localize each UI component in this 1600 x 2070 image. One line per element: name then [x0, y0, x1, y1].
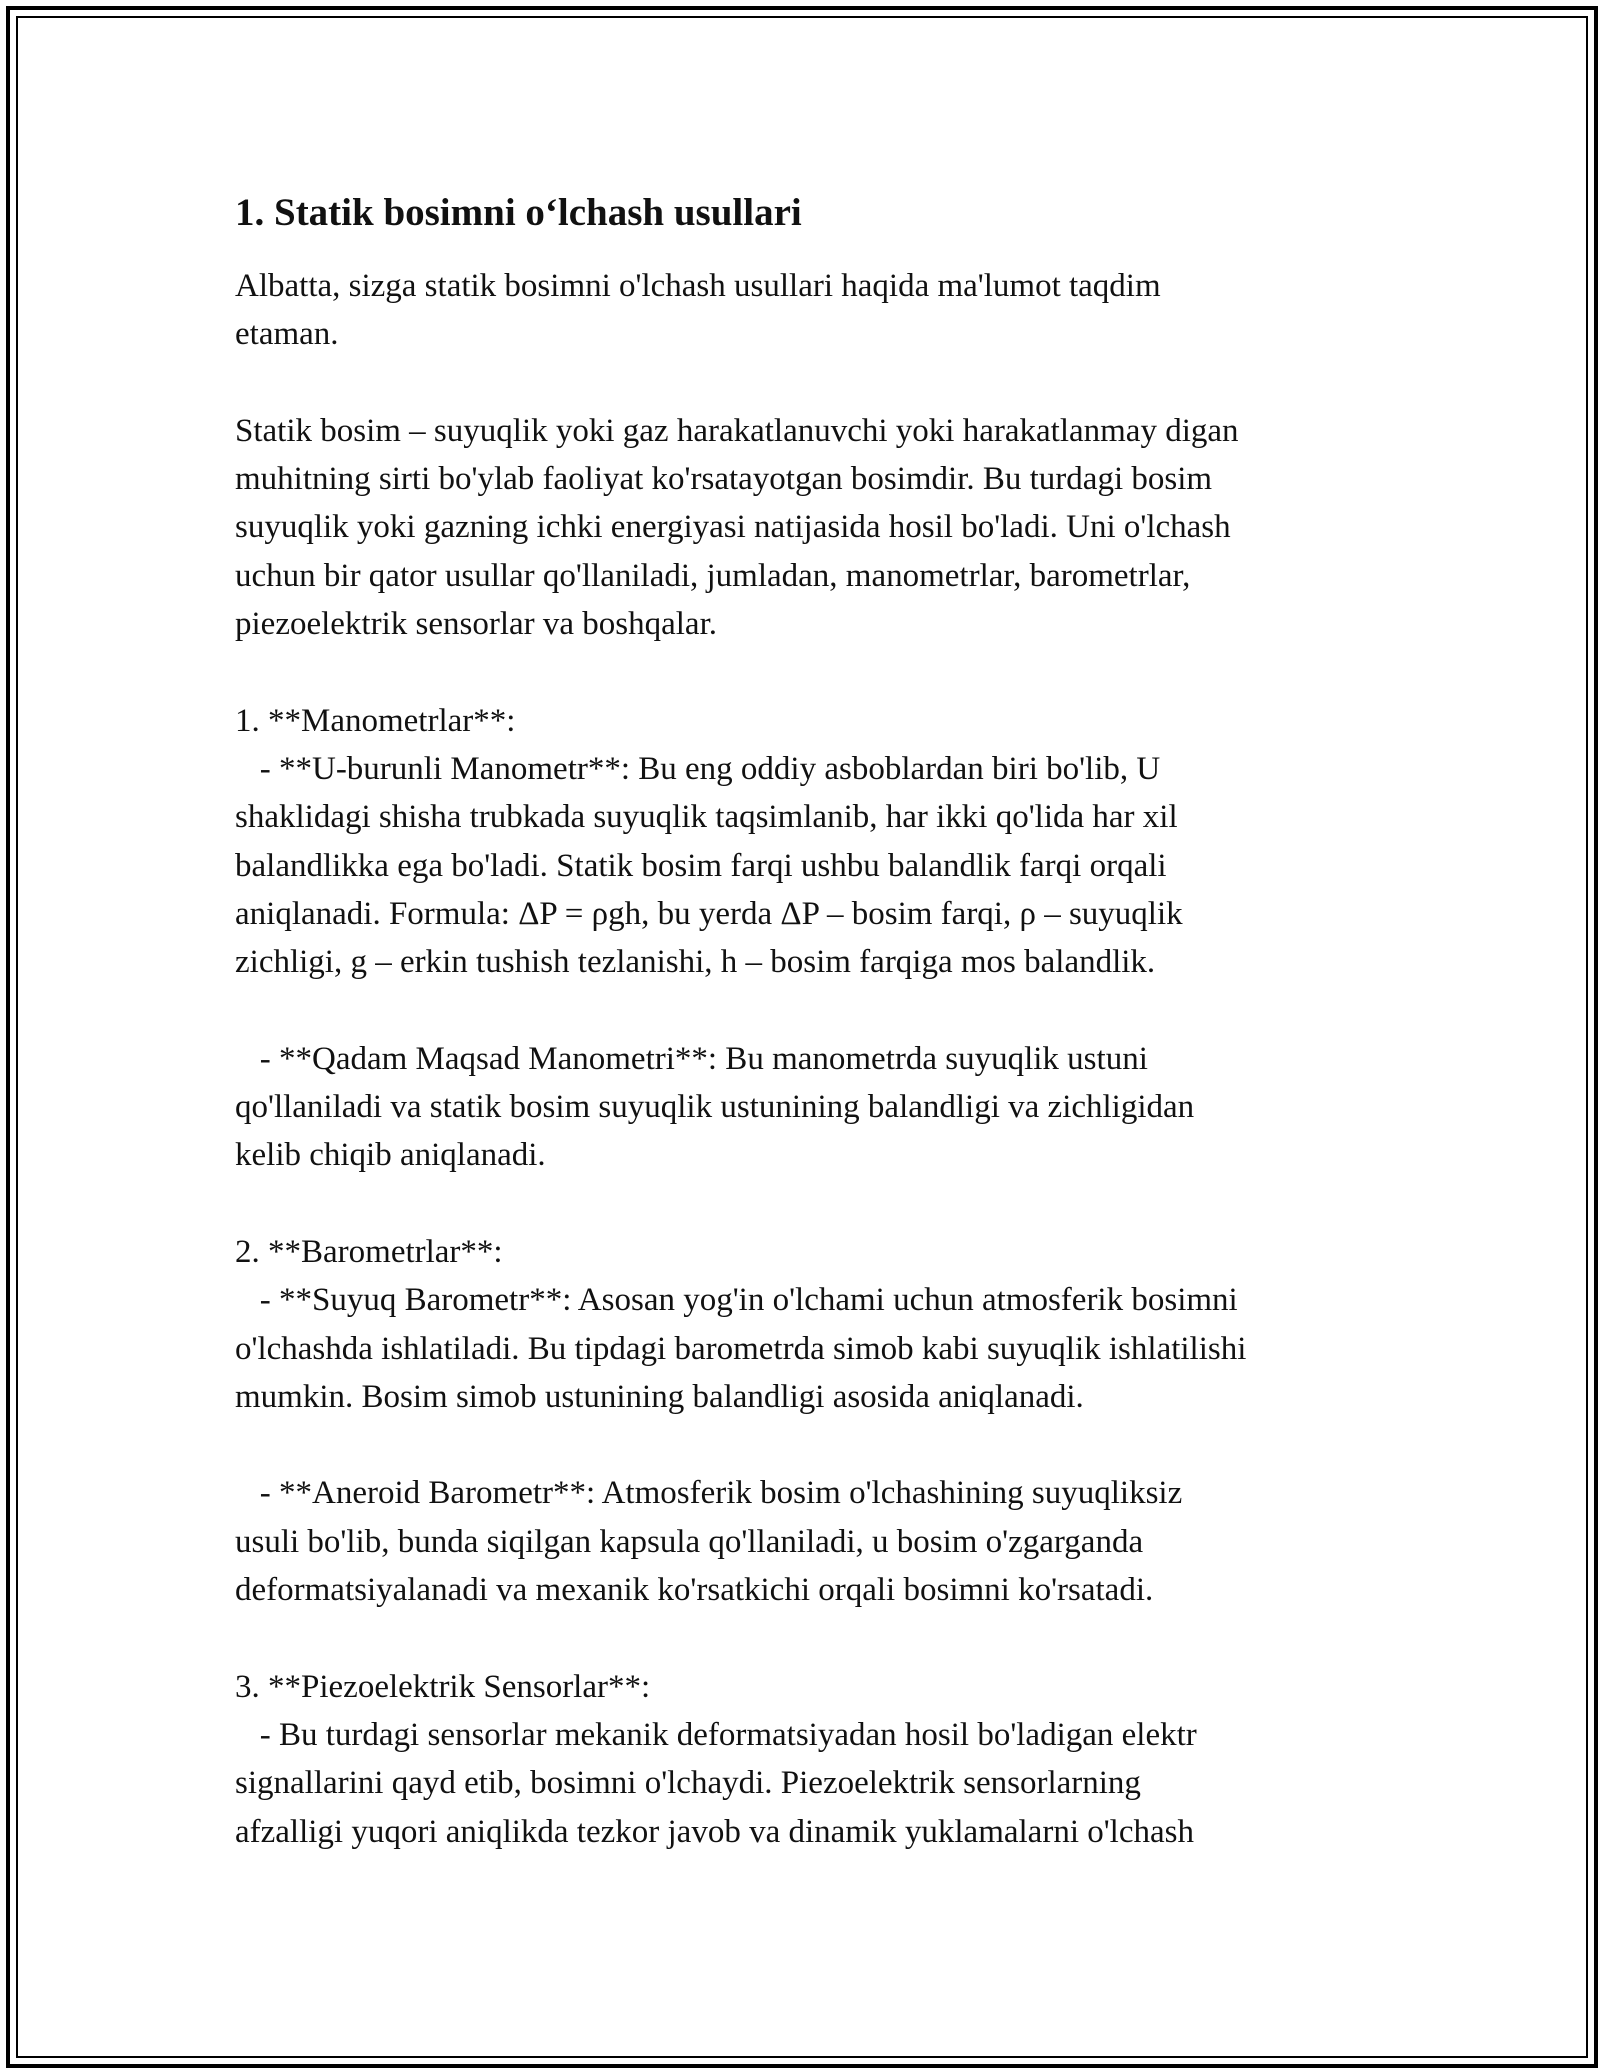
section-heading: 1. **Manometrlar**:: [235, 702, 516, 739]
text-line: - Bu turdagi sensorlar mekanik deformatsiyadan hosil bo'ladigan elektr: [235, 1716, 1197, 1753]
text-line: shaklidagi shisha trubkada suyuqlik taqsimlanib, har ikki qo'lida har xil: [235, 799, 1178, 836]
text-line: piezoelektrik sensorlar va boshqalar.: [235, 606, 717, 643]
text-line: usuli bo'lib, bunda siqilgan kapsula qo'llaniladi, u bosim o'zgarganda: [235, 1523, 1144, 1560]
page-title: 1. Statik bosimni o‘lchash usullari: [235, 191, 802, 234]
paragraph-gap: [235, 986, 1385, 1034]
paragraph-gap: [235, 359, 1385, 407]
text-line: aniqlanadi. Formula: ΔP = ρgh, bu yerda ΔP – bosim farqi, ρ – suyuqlik: [235, 895, 1183, 932]
section-manometers: [235, 697, 1385, 1180]
text-line: - **U-burunli Manometr**: Bu eng oddiy asboblardan biri bo'lib, U: [235, 750, 1161, 787]
document-body: [235, 186, 1385, 1856]
paragraph-gap: [235, 1614, 1385, 1662]
text-line: signallarini qayd etib, bosimni o'lchaydi. Piezoelektrik sensorlarning: [235, 1765, 1141, 1802]
text-line: mumkin. Bosim simob ustunining balandligi asosida aniqlanadi.: [235, 1378, 1084, 1415]
text-line: Statik bosim – suyuqlik yoki gaz harakatlanuvchi yoki harakatlanmay digan: [235, 412, 1239, 449]
text-line: - **Aneroid Barometr**: Atmosferik bosim o'lchashining suyuqliksiz: [235, 1475, 1183, 1512]
section-heading: 2. **Barometrlar**:: [235, 1233, 503, 1270]
text-line: kelib chiqib aniqlanadi.: [235, 1137, 546, 1174]
paragraph-gap: [235, 1421, 1385, 1469]
text-line: balandlikka ega bo'ladi. Statik bosim farqi ushbu balandlik farqi orqali: [235, 847, 1167, 884]
intro-paragraph: [235, 262, 1385, 359]
text-line: Albatta, sizga statik bosimni o'lchash usullari haqida ma'lumot taqdim: [235, 268, 1161, 304]
text-line: - **Suyuq Barometr**: Asosan yog'in o'lchami uchun atmosferik bosimni: [235, 1282, 1238, 1319]
text-line: deformatsiyalanadi va mexanik ko'rsatkichi orqali bosimni ko'rsatadi.: [235, 1572, 1154, 1609]
section-piezo: [235, 1663, 1385, 1856]
paragraph-gap: [235, 1180, 1385, 1228]
text-line: etaman.: [235, 316, 339, 353]
text-line: afzalligi yuqori aniqlikda tezkor javob va dinamik yuklamalarni o'lchash: [235, 1813, 1194, 1850]
text-line: o'lchashda ishlatiladi. Bu tipdagi barometrda simob kabi suyuqlik ishlatilishi: [235, 1330, 1247, 1367]
text-line: uchun bir qator usullar qo'llaniladi, jumladan, manometrlar, barometrlar,: [235, 557, 1191, 594]
text-line: muhitning sirti bo'ylab faoliyat ko'rsatayotgan bosimdir. Bu turdagi bosim: [235, 461, 1213, 498]
text-line: qo'llaniladi va statik bosim suyuqlik ustunining balandligi va zichligidan: [235, 1089, 1195, 1126]
text-line: suyuqlik yoki gazning ichki energiyasi natijasida hosil bo'ladi. Uni o'lchash: [235, 509, 1231, 546]
paragraph-gap: [235, 648, 1385, 696]
text-line: - **Qadam Maqsad Manometri**: Bu manometrda suyuqlik ustuni: [235, 1040, 1148, 1077]
section-barometers: [235, 1228, 1385, 1614]
definition-paragraph: [235, 407, 1385, 648]
section-heading: 3. **Piezoelektrik Sensorlar**:: [235, 1668, 651, 1705]
text-line: zichligi, g – erkin tushish tezlanishi, h – bosim farqiga mos balandlik.: [235, 944, 1156, 981]
